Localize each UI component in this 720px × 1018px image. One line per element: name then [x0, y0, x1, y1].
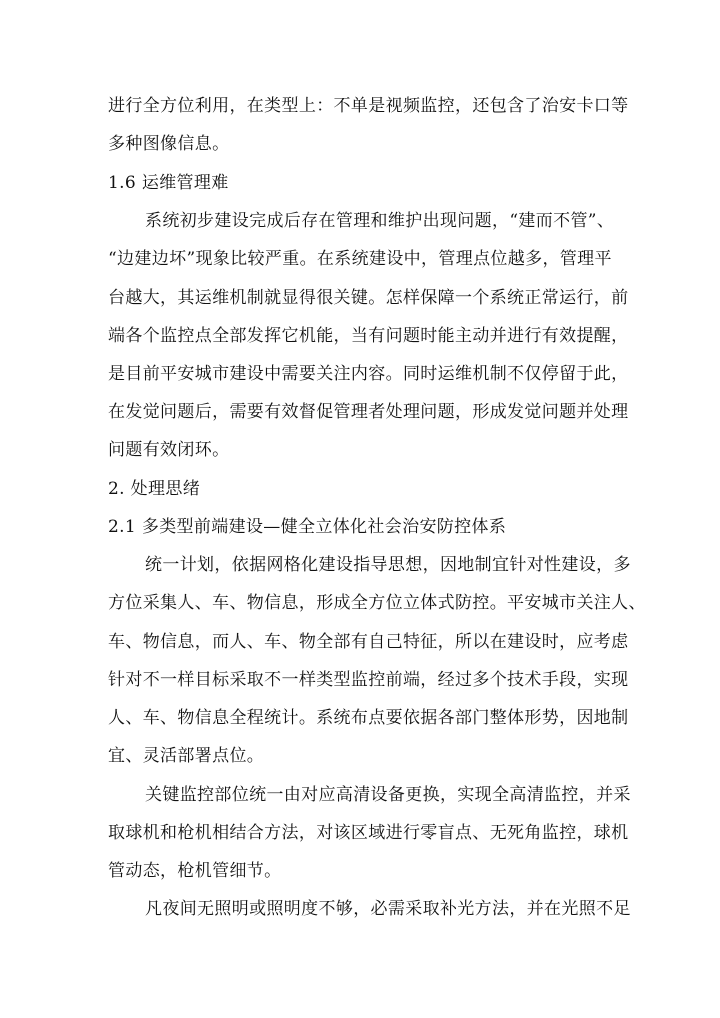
paragraph-line: 凡夜间无照明或照明度不够，必需采取补光方法，并在光照不足: [145, 899, 631, 919]
paragraph-line: 问题有效闭环。: [108, 440, 230, 460]
section-heading: 2. 处理思绪: [108, 479, 201, 499]
paragraph-line: 进行全方位利用，在类型上：不单是视频监控，还包含了治安卡口等: [108, 96, 629, 116]
subsection-heading: 2.1 多类型前端建设—健全立体化社会治安防控体系: [108, 517, 507, 537]
paragraph-line: 人、车、物信息全程统计。系统布点要依据各部门整体形势，因地制: [108, 708, 629, 728]
paragraph-line: 针对不一样目标采取不一样类型监控前端，经过多个技术手段，实现: [108, 670, 629, 690]
paragraph-line: 管动态，枪机管细节。: [108, 861, 282, 881]
paragraph-line: 多种图像信息。: [108, 134, 230, 154]
paragraph-line: 系统初步建设完成后存在管理和维护出现问题，“建而不管”、: [145, 211, 615, 231]
section-heading: 1.6 运维管理难: [108, 173, 229, 193]
paragraph-line: “边建边坏”现象比较严重。在系统建设中，管理点位越多，管理平: [108, 249, 612, 269]
paragraph-line: 方位采集人、车、物信息，形成全方位立体式防控。平安城市关注人、: [108, 593, 646, 613]
paragraph-line: 车、物信息，而人、车、物全部有自己特征，所以在建设时，应考虑: [108, 632, 629, 652]
paragraph-line: 台越大，其运维机制就显得很关键。怎样保障一个系统正常运行，前: [108, 288, 629, 308]
paragraph-line: 取球机和枪机相结合方法，对该区域进行零盲点、无死角监控，球机: [108, 823, 629, 843]
paragraph-line: 是目前平安城市建设中需要关注内容。同时运维机制不仅停留于此，: [108, 364, 629, 384]
paragraph-line: 关键监控部位统一由对应高清设备更换，实现全高清监控，并采: [145, 785, 631, 805]
paragraph-line: 统一计划，依据网格化建设指导思想，因地制宜针对性建设，多: [145, 555, 631, 575]
paragraph-line: 宜、灵活部署点位。: [108, 746, 265, 766]
paragraph-line: 在发觉问题后，需要有效督促管理者处理问题，形成发觉问题并处理: [108, 402, 629, 422]
paragraph-line: 端各个监控点全部发挥它机能，当有问题时能主动并进行有效提醒，: [108, 326, 629, 346]
